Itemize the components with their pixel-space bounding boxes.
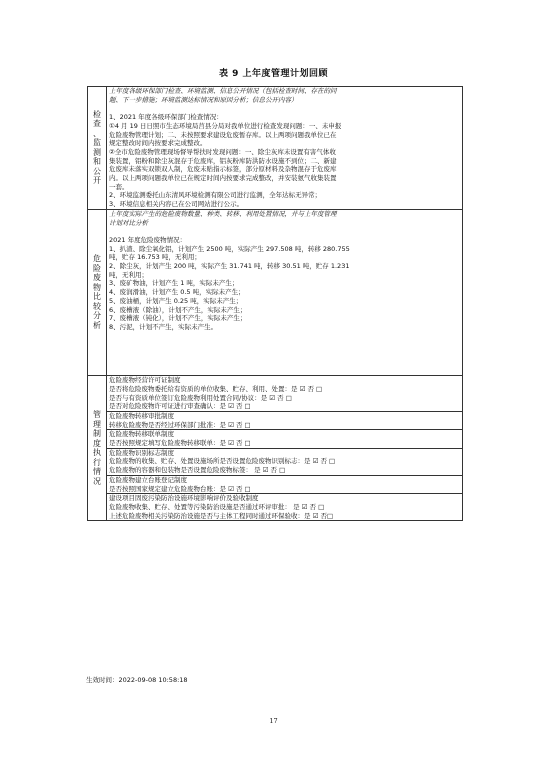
system-heading: 建设项目固废污染防治设施环境影响评价及验收制度 <box>109 494 259 503</box>
section-label-char: 和 <box>93 157 101 167</box>
content-line: 3、环境信息相关内容已在公司网站进行公示。 <box>109 200 244 209</box>
content-line <box>107 358 462 367</box>
content-line: 一套。 <box>109 182 129 191</box>
content-line: 危险废物管理计划；二、未按照要求建设危废暂存库。以上两项问题我单位已在 <box>109 130 337 139</box>
section-label-char: 比 <box>93 292 101 302</box>
content-line: 7、废槽液（钝化），计划不产生，实际未产生； <box>109 314 247 323</box>
section-management-system-row <box>88 376 463 521</box>
checklist-line: 危险废物收集、贮存、处置等污染防治设施是否通过环评审批： 是 ☑ 否 □ <box>109 502 325 511</box>
content-line: 2、除尘灰，计划产生 200 吨，实际产生 31.741 吨，转移 30.51 吨，贮存 1.231 <box>109 262 350 271</box>
content-line: 规定整改时间内按要求完成整改。 <box>109 139 207 148</box>
content-line <box>107 227 462 236</box>
section-label-char: 废 <box>93 273 101 283</box>
system-heading: 危险废物经营许可证制度 <box>109 376 181 385</box>
section-prompt-line: 上年度各级环保部门检查、环境监测、信息公开情况（包括检查时间、存在的问 <box>109 87 337 95</box>
section-label-char: 况 <box>93 476 101 486</box>
content-line: 集装置，铝粉和除尘灰混存于危废库，铝灰粉库防洪防水设施不到位；二、新建 <box>109 156 337 165</box>
section-label-inspection <box>88 87 107 210</box>
content-line: 吨，无利用； <box>109 270 148 279</box>
section-content-inspection <box>107 87 463 210</box>
checklist-line: 是否将危险废物委托给有资质的单位收集、贮存、利用、处置：是 ☑ 否 □ <box>109 384 323 393</box>
effective-time: 生效时间：2022-09-08 10:58:18 <box>86 676 188 684</box>
page-number: 17 <box>269 717 278 725</box>
section-label-char: 公 <box>93 166 101 176</box>
section-label-char: 物 <box>93 282 101 292</box>
checklist-line: 转移危险废物是否经过环保部门批准：是 ☑ 否 □ <box>109 420 251 429</box>
content-line: 8、污泥，计划不产生，实际未产生。 <box>109 322 218 331</box>
section-label-char: 管 <box>93 410 101 420</box>
checklist-line: 是否对危险废物许可证进行审查确认：是 ☑ 否 □ <box>109 402 251 411</box>
content-line: 危废库未落实双锁双人制，危废未贴指示标签，部分原材料及杂物混存于危废库 <box>109 165 337 174</box>
content-line <box>107 104 462 113</box>
section-label-char: 理 <box>93 419 101 429</box>
section-prompt-line: 计划对比分析 <box>109 218 148 227</box>
section-label-char: 分 <box>93 311 101 321</box>
content-line: 4、废润滑油，计划产生 0.5 吨，实际未产生； <box>109 288 245 297</box>
management-system-block <box>107 430 462 448</box>
content-line: 2021 年度危险废物情况： <box>109 235 187 244</box>
content-line: 吨，贮存 16.753 吨，无利用； <box>109 253 201 262</box>
section-waste-analysis-row <box>88 209 463 375</box>
checklist-line: 是否按照国家规定建立危险废物台账：是 ☑ 否 □ <box>109 484 251 493</box>
section-label-waste-analysis <box>88 209 107 375</box>
checklist-line: 上述危险废物相关污染防治设施是否与主体工程同时通过环保验收：是 ☑ 否□ <box>109 511 334 520</box>
section-label-char: 较 <box>93 301 101 311</box>
checklist-line: 危险废物的收集、贮存、处置设施场所是否设置危险废物识别标志：是 ☑ 否 □ <box>109 457 336 466</box>
section-label-char: 行 <box>93 457 101 467</box>
content-line: 3、废矿物油，计划产生 1 吨，实际未产生； <box>109 279 239 288</box>
checklist-line: 危险废物的容器和包装物是否设置危险废物标签： 是 ☑ 否 □ <box>109 466 286 475</box>
section-label-char: 情 <box>93 467 101 477</box>
checklist-line: 是否与有资质单位签订危险废物利用处置合同/协议：是 ☑ 否 □ <box>109 393 292 402</box>
section-label-char: 析 <box>93 320 101 330</box>
content-line: 内。以上两项问题我单位已在规定时间内按要求完成整改，并安装氨气收集装置 <box>109 174 337 183</box>
content-line: ①4 月 19 日日照市生态环境局莒县分局对我单位进行检查发现问题：一、未申报 <box>109 121 342 130</box>
section-label-char: 危 <box>93 254 101 264</box>
content-line <box>107 366 462 375</box>
section-inspection-row <box>88 87 463 210</box>
section-label-char: 监 <box>93 138 101 148</box>
management-system-block <box>107 494 462 520</box>
management-system-block <box>107 412 462 430</box>
system-heading: 危险废物转移审批制度 <box>109 411 174 420</box>
checklist-line: 是否按照规定填写危险废物转移联单：是 ☑ 否 □ <box>109 439 251 448</box>
content-line: ②全市危险废物管理现场督导帮扶时发现问题：一、除尘灰库未设置有害气体收 <box>109 147 336 156</box>
section-label-char: 度 <box>93 438 101 448</box>
section-label-management-system <box>88 376 107 521</box>
section-prompt-line: 上年度实际产生的危险废物数量、种类、转移、利用处置情况，并与上年度管理 <box>109 209 337 218</box>
section-label-char: 险 <box>93 263 101 273</box>
section-content-waste-analysis <box>107 209 463 375</box>
system-heading: 危险废物转移联单制度 <box>109 430 174 439</box>
content-line: 6、废槽液（除油），计划不产生，实际未产生； <box>109 305 247 314</box>
content-line: 5、废油桶，计划产生 0.25 吨，实际未产生； <box>109 296 243 305</box>
content-line <box>107 340 462 349</box>
content-line <box>107 332 462 341</box>
section-label-char: 查 <box>93 119 101 129</box>
section-label-char: 开 <box>93 176 101 186</box>
section-prompt-line: 题、下一步措施；环境监测达标情况和原因分析；信息公开内容） <box>109 95 298 104</box>
management-system-block <box>107 376 462 412</box>
section-label-char: 测 <box>93 147 101 157</box>
system-heading: 危险废物识别标志制度 <box>109 448 174 457</box>
content-line: 2、环境监测委托山东清风环境检测有限公司进行监测，全年达标无异常； <box>109 191 322 200</box>
management-system-block <box>107 476 462 494</box>
system-heading: 危险废物建立台账登记制度 <box>109 475 187 484</box>
content-line <box>107 349 462 358</box>
section-label-char: 检 <box>93 109 101 119</box>
management-system-block <box>107 449 462 476</box>
section-label-char: 执 <box>93 448 101 458</box>
table-title: 表 9 上年度管理计划回顾 <box>218 69 329 79</box>
section-content-management-system <box>107 376 463 521</box>
content-line: 1、2021 年度各级环保部门检查情况： <box>109 113 223 122</box>
section-label-char: 、 <box>93 128 101 138</box>
content-line: 1、扒渣、除尘氧化铝，计划产生 2500 吨，实际产生 297.508 吨，转移 280.755 <box>109 244 350 253</box>
section-label-char: 制 <box>93 429 101 439</box>
management-plan-review-table <box>87 86 463 521</box>
